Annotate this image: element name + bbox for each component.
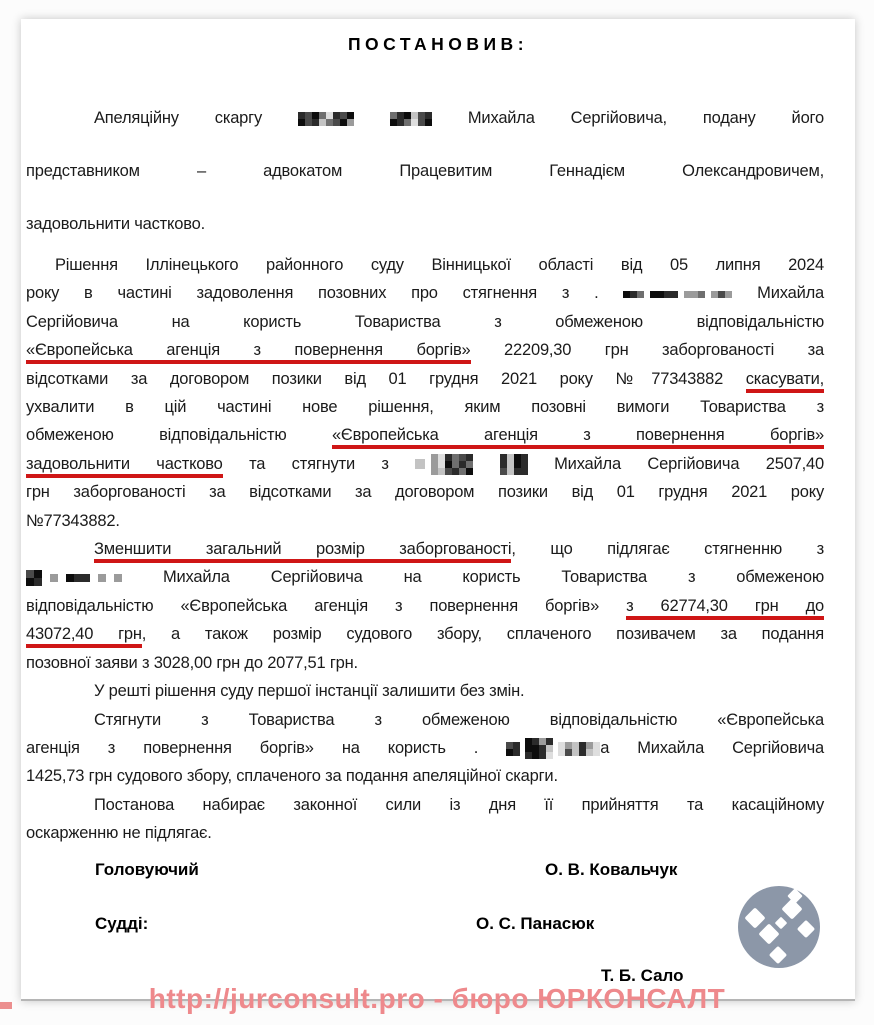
text-run: Апеляційну скаргу <box>94 109 298 127</box>
text-run: №77343882. <box>26 511 120 530</box>
text-line <box>26 762 824 790</box>
red-underlined-text: Зменшити загальний розмір заборгованості <box>94 540 511 563</box>
text-run: а Михайла Сергійовича <box>600 738 824 757</box>
section-legal-force <box>26 791 824 848</box>
text-line <box>26 421 824 449</box>
watermark-url-text: http://jurconsult.pro - бюро ЮРКОНСАЛТ <box>148 983 726 1014</box>
section-first-instance-decision <box>26 251 824 535</box>
text-line <box>26 450 824 478</box>
text-line <box>26 478 824 506</box>
text-run: Михайла Сергійовича на користь Товариства з обмеженою <box>122 568 824 587</box>
redacted-text <box>500 454 528 475</box>
text-line <box>26 677 824 705</box>
redacted-text <box>623 291 732 298</box>
text-run <box>354 109 390 127</box>
section-debt-reduction <box>26 535 824 677</box>
text-run: Сергійовича на користь Товариства з обмеженою відповідальністю <box>26 312 824 331</box>
text-line <box>26 535 824 563</box>
text-run: Михайла Сергійовича, подану його <box>431 109 824 127</box>
text-run: , що підлягає стягненню з <box>511 540 824 559</box>
text-line <box>26 393 824 421</box>
document-body <box>21 92 855 990</box>
text-run: представником – адвокатом Працевитим Геннадієм Олександровичем, <box>26 162 824 180</box>
text-run: 1425,73 грн судового збору, сплаченого за подання апеляційної скарги. <box>26 767 558 786</box>
text-run: Стягнути з Товариства з обмеженою відповідальністю «Європейська <box>94 710 824 729</box>
redacted-text <box>298 112 354 126</box>
signature-role-label: Судді: <box>95 913 149 933</box>
text-line <box>26 819 824 847</box>
document-title: ПОСТАНОВИВ: <box>347 34 529 54</box>
text-line <box>26 706 824 734</box>
text-run: оскарженню не підлягає. <box>26 824 212 843</box>
text-run: Михайла Сергійовича 2507,40 <box>527 454 824 473</box>
text-run: обмеженою відповідальністю <box>26 426 332 445</box>
signature-block <box>26 860 824 990</box>
watermark-chip <box>0 1002 12 1009</box>
text-run: ухвалити в цій частині нове рішення, яким позовні вимоги Товариства з <box>26 398 824 417</box>
text-run: У решті рішення суду першої інстанції залишити без змін. <box>94 682 525 701</box>
text-line <box>26 791 824 819</box>
text-line <box>26 279 824 307</box>
text-run: Постанова набирає законної сили із дня її прийняття та касаційному <box>94 795 824 814</box>
section-rest-unchanged <box>26 677 824 705</box>
text-run <box>473 455 499 473</box>
text-run: 22209,30 грн заборгованості за <box>470 341 825 360</box>
text-run: року в частині задоволення позовних про стягнення з . <box>26 284 624 303</box>
text-run: Рішення Іллінецького районного суду Вінницької області від 05 липня 2024 <box>55 256 824 274</box>
signature-judge-name: Т. Б. Сало <box>601 965 684 985</box>
text-line <box>26 734 824 762</box>
redacted-text <box>506 738 600 759</box>
text-line <box>26 198 824 251</box>
text-line <box>26 336 824 364</box>
red-underlined-text: задовольнити частково <box>26 455 223 478</box>
signature-judge-name: О. В. Ковальчук <box>545 859 678 879</box>
signature-row <box>26 914 824 938</box>
document-page <box>21 19 855 1001</box>
section-court-fee-recovery <box>26 706 824 791</box>
text-run: , а також розмір судового збору, сплаченого позивачем за подання <box>141 625 824 644</box>
text-run: задовольнити частково. <box>26 215 205 233</box>
text-line <box>26 92 824 145</box>
signature-row <box>26 860 824 884</box>
redacted-text <box>415 454 473 475</box>
text-run: агенція з повернення боргів» на користь . <box>26 738 507 757</box>
red-underlined-text: «Європейська агенція з повернення боргів» <box>26 341 471 364</box>
red-underlined-text: «Європейська агенція з повернення боргів» <box>332 426 824 449</box>
signature-role-label: Головуючий <box>95 859 199 879</box>
text-line <box>26 308 824 336</box>
text-run: Михайла <box>732 284 824 303</box>
text-line <box>26 592 824 620</box>
red-underlined-text: з 62774,30 грн до <box>626 597 824 620</box>
text-run: грн заборгованості за відсотками за договором позики від 01 грудня 2021 року <box>26 483 824 502</box>
text-line <box>26 649 824 677</box>
red-underlined-text: 43072,40 грн <box>26 625 142 648</box>
text-line <box>26 620 824 648</box>
text-line <box>26 563 824 591</box>
text-line <box>26 145 824 198</box>
red-underlined-text: скасувати, <box>746 370 824 393</box>
text-run: відповідальністю «Європейська агенція з повернення боргів» <box>26 596 627 615</box>
text-line <box>26 507 824 535</box>
text-run: та стягнути з <box>222 454 416 473</box>
section-appeal-ruling <box>26 92 824 251</box>
jurconsult-logo-icon <box>737 885 821 969</box>
redacted-text <box>26 570 122 586</box>
text-line <box>26 365 824 393</box>
text-line <box>26 251 824 279</box>
redacted-text <box>390 112 432 126</box>
text-run: відсотками за договором позики від 01 грудня 2021 року №77343882 <box>26 369 746 388</box>
text-run: позовної заяви з 3028,00 грн до 2077,51 грн. <box>26 653 358 672</box>
signature-judge-name: О. С. Панасюк <box>476 913 595 933</box>
